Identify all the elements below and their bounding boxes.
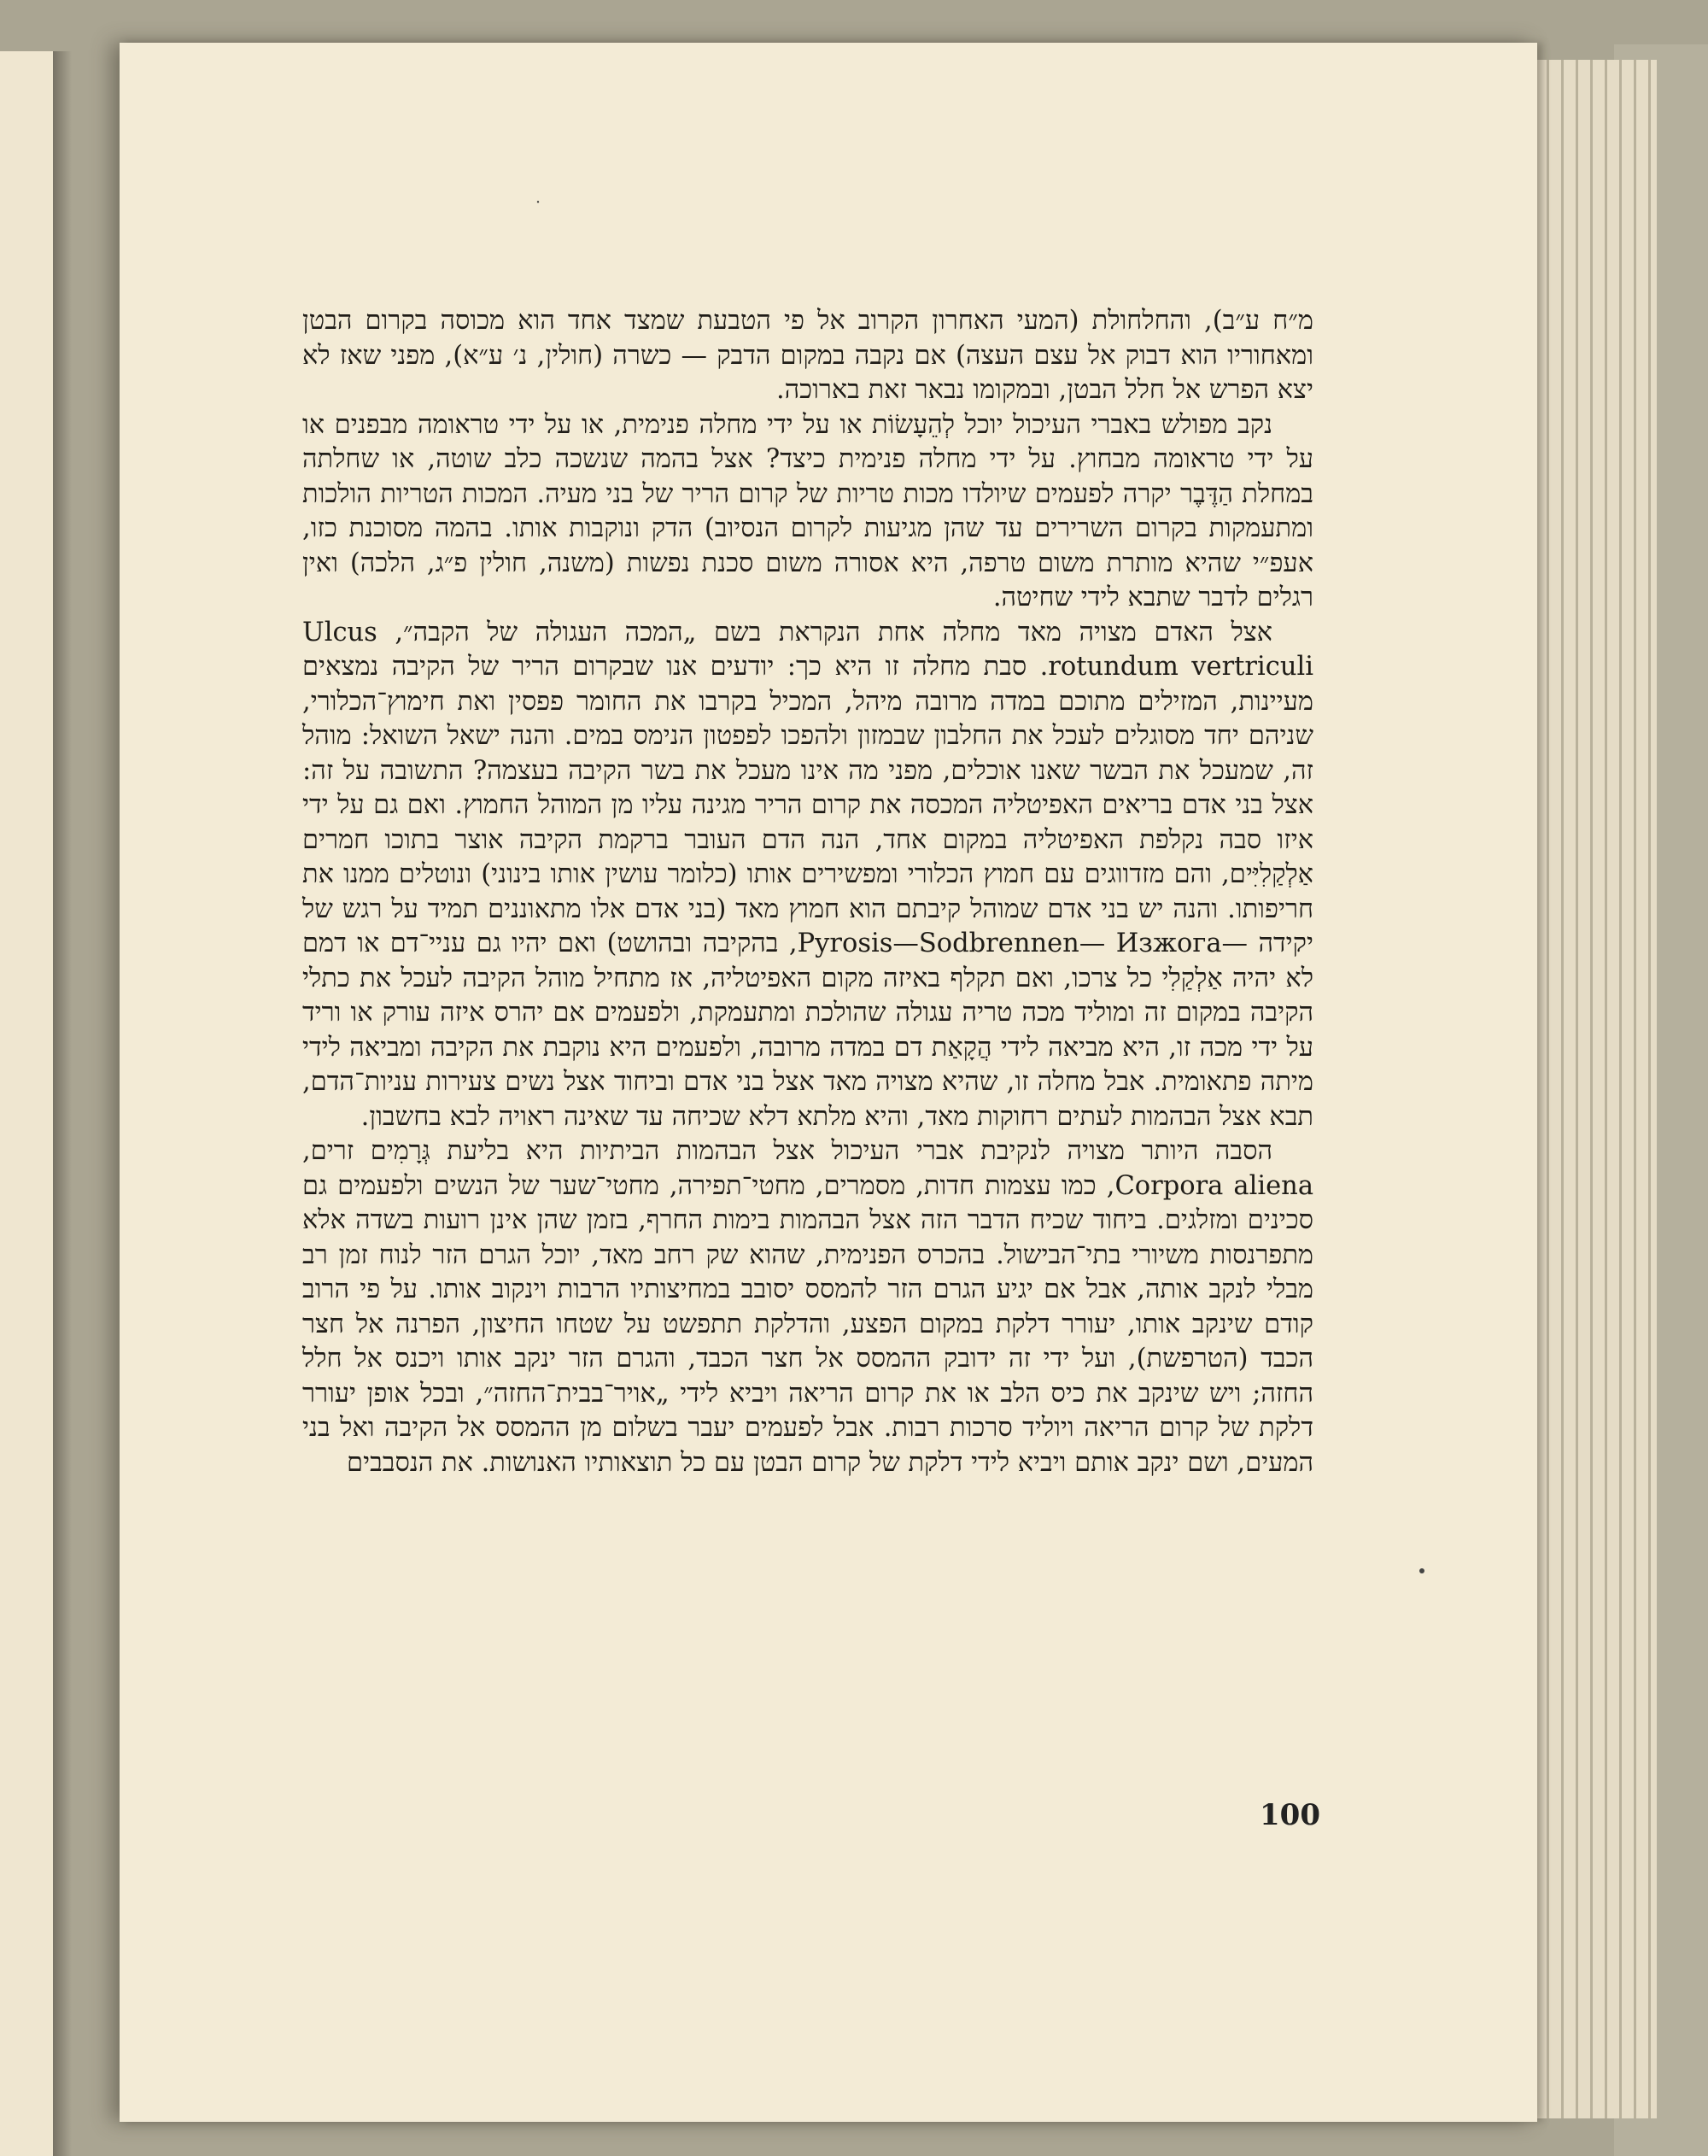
page-number: 100	[1260, 1798, 1320, 1832]
previous-page-edge	[0, 51, 56, 2156]
ink-dot	[1419, 1568, 1424, 1573]
gutter-shadow	[53, 51, 72, 2156]
body-text	[302, 304, 1313, 1480]
paragraph: מ״ח ע״ב), והחלחולת (המעי האחרון הקרוב אל פי הטבעת שמצד אחד הוא מכוסה בקרום הבטן ומאחוריו הוא דבוק אל עצם העצה) אם נקבה במקום הדבק — כשרה (חולין, נ׳ ע״א), מפני שאז לא יצא הפרש אל חלל הבטן, ובמקומו נבאר זאת בארוכה.	[302, 306, 1313, 405]
paragraph: אצל האדם מצויה מאד מחלה אחת הנקראת בשם „המכה העגולה של הקבה״, Ulcus rotundum vertriculi. סבת מחלה זו היא כך: יודעים אנו שבקרום הריר של הקיבה נמצאים מעיינות, המזילים מתוכם במדה מרובה מיהל, המכיל בקרבו את החומר פפסין ואת חימוץ־הכלורי, שניהם יחד מסוגלים לעכל את החלבון שבמזון ולהפכו לפפטון הנימס במים. והנה ישאל השואל: מוהל זה, שמעכל את הבשר שאנו אוכלים, מפני מה אינו מעכל את בשר הקיבה בעצמה? התשובה על זה: אצל בני אדם בריאים האפיטליה המכסה את קרום הריר מגינה עליו מן המוהל החמוץ. ואם גם על ידי איזו סבה נקלפת האפיטליה במקום אחד, הנה הדם העובר ברקמת הקיבה אוצר בתוכו חמרים אַלְקַלִיִּים, והם מזדווגים עם חמוץ הכלורי ומפשירים אותו (כלומר עושין אותו בינוני) ונוטלים ממנו את חריפותו. והנה יש בני אדם שמוהל קיבתם הוא חמוץ מאד (בני אדם אלו מתאוננים תמיד על רגש של יקידה —Pyrosis—Sodbrennen— Изжога, בהקיבה ובהושט) ואם יהיו גם עניי־דם או דמם לא יהיה אַלְקַלִי כל צרכו, ואם תקלף באיזה מקום האפיטליה, אז מתחיל מוהל הקיבה לעכל את כתלי הקיבה במקום זה ומוליד מכה טריה עגולה שהולכת ומתעמקת, ולפעמים אם יהרס איזה עורק או וריד על ידי מכה זו, היא מביאה לידי הֲקָאַת דם במדה מרובה, ולפעמים היא נוקבת את הקיבה ומביאה לידי מיתה פתאומית. אבל מחלה זו, שהיא מצויה מאד אצל בני אדם וביחוד אצל נשים צעירות עניות־הדם, תבא אצל הבהמות לעתים רחוקות מאד, והיא מלתא דלא שכיחה עד שאינה ראויה לבא בחשבון.	[302, 617, 1313, 1132]
book-page	[120, 43, 1537, 2122]
paragraph: נקב מפולש באברי העיכול יוכל לְהֵעָשׂוֹת או על ידי מחלה פנימית, או על ידי טראומה מבפנים או על ידי טראומה מבחוץ. על ידי מחלה פנימית כיצד? אצל בהמה שנשכה כלב שוטה, או שחלתה במחלת הַדֶּבֶר יקרה לפעמים שיולדו מכות טריות של קרום הריר של בני מעיה. המכות הטריות הולכות ומתעמקות בקרום השרירים עד שהן מגיעות לקרום הנסיוב) הדק ונוקבות אותו. בהמה מסוכנת כזו, אעפ״י שהיא מותרת משום טרפה, היא אסורה משום סכנת נפשות (משנה, חולין פ״ג, הלכה) ואין רגלים לדבר שתבא לידי שחיטה.	[302, 409, 1313, 612]
paragraph: הסבה היותר מצויה לנקיבת אברי העיכול אצל הבהמות הביתיות היא בליעת גְּרָמִים זרים, Corpora aliena, כמו עצמות חדות, מסמרים, מחטי־תפירה, מחטי־שער של הנשים ולפעמים גם סכינים ומזלגים. ביחוד שכיח הדבר הזה אצל הבהמות בימות החרף, בזמן שהן אינן רועות בשדה אלא מתפרנסות משיורי בתי־הבישול. בהכרס הפנימית, שהוא שק רחב מאד, יוכל הגרם הזר לנוח זמן רב מבלי לנקב אותה, אבל אם יגיע הגרם הזר להמסס יסובב במחיצותיו הרבות וינקוב אותו. על פי הרוב קודם שינקב אותו, יעורר דלקת במקום הפצע, והדלקת תתפשט על שטחו החיצון, הפרנה אל חצר הכבד (הטרפשת), ועל ידי זה ידובק ההמסס אל חצר הכבד, והגרם הזר ינקב אותו ויכנס אל חלל החזה; ויש שינקב את כיס הלב או את קרום הריאה ויביא לידי „אויר־בבית־החזה״, ובכל אופן יעורר דלקת של קרום הריאה ויוליד סרכות רבות. אבל לפעמים יעבר בשלום מן ההמסס אל הקיבה ואל בני המעים, ושם ינקב אותם ויביא לידי דלקת של קרום הבטן עם כל תוצאותיו האנושות. את הנסבבים	[302, 1136, 1313, 1478]
page-stack-edges	[1520, 60, 1657, 2118]
